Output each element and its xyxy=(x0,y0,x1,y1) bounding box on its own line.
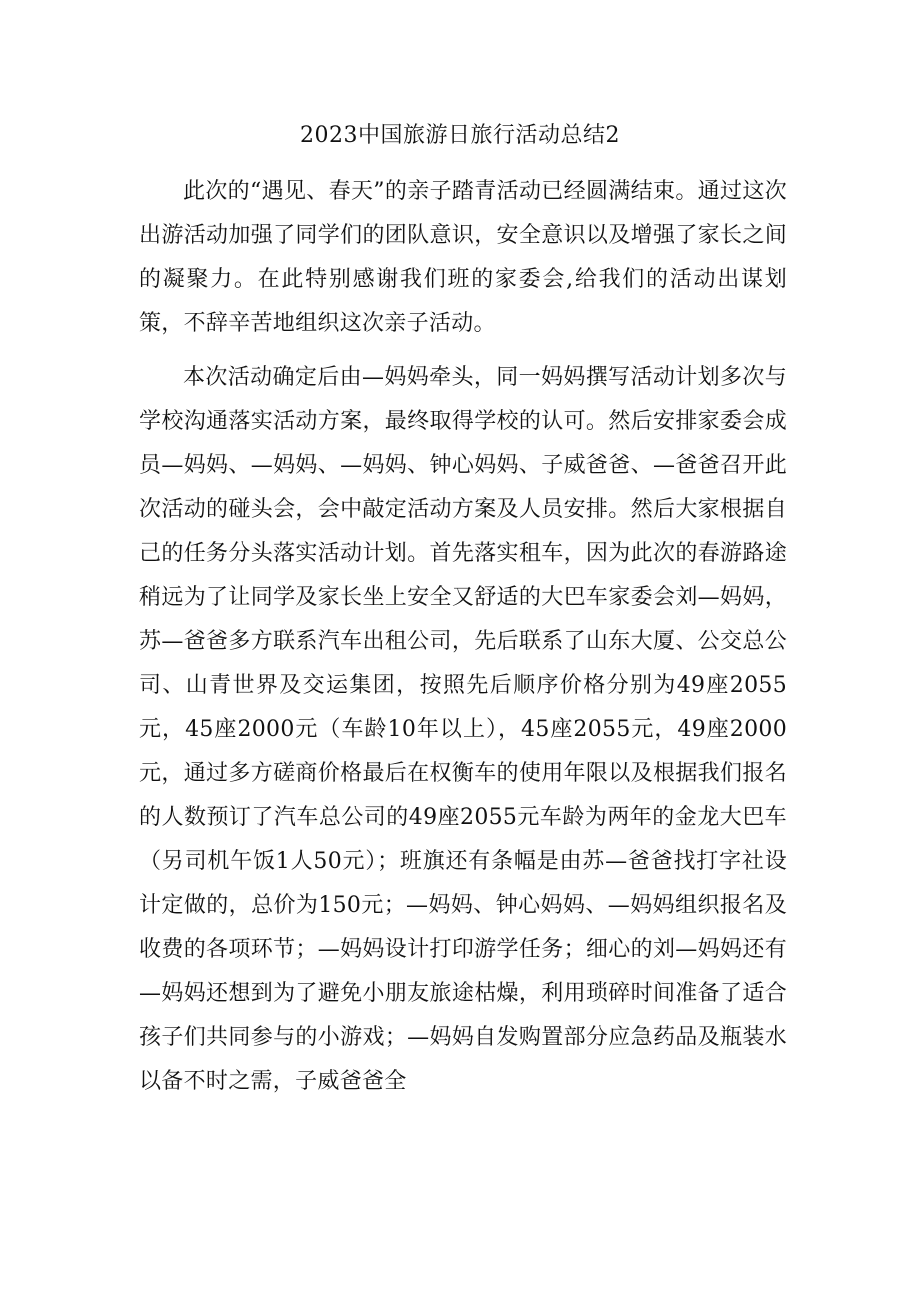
document-title: 2023中国旅游日旅行活动总结2 xyxy=(300,123,620,148)
document-body xyxy=(139,170,787,1104)
paragraph-preparation: 本次活动确定后由—妈妈牵头，同一妈妈撰写活动计划多次与学校沟通落实活动方案，最终取得学校的认可。然后安排家委会成员—妈妈、—妈妈、—妈妈、钟心妈妈、子威爸爸、—爸爸召开此次活动的碰头会，会中敲定活动方案及人员安排。然后大家根据自己的任务分头落实活动计划。首先落实租车，因为此次的春游路途稍远为了让同学及家长坐上安全又舒适的大巴车家委会刘—妈妈，苏—爸爸多方联系汽车出租公司，先后联系了山东大厦、公交总公司、山青世界及交运集团，按照先后顺序价格分别为49座2055元，45座2000元（车龄10年以上），45座2055元，49座2000元，通过多方磋商价格最后在权衡车的使用年限以及根据我们报名的人数预订了汽车总公司的49座2055元车龄为两年的金龙大巴车（另司机午饭1人50元）；班旗还有条幅是由苏—爸爸找打字社设计定做的，总价为150元；—妈妈、钟心妈妈、—妈妈组织报名及收费的各项环节；—妈妈设计打印游学任务；细心的刘—妈妈还有—妈妈还想到为了避免小朋友旅途枯燥，利用琐碎时间准备了适合孩子们共同参与的小游戏；—妈妈自发购置部分应急药品及瓶装水以备不时之需，子威爸爸全 xyxy=(139,365,787,1094)
paragraph-intro: 此次的“遇见、春天”的亲子踏青活动已经圆满结束。通过这次出游活动加强了同学们的团队意识，安全意识以及增强了家长之间的凝聚力。在此特别感谢我们班的家委会,给我们的活动出谋划策，不辞辛苦地组织这次亲子活动。 xyxy=(139,179,787,336)
